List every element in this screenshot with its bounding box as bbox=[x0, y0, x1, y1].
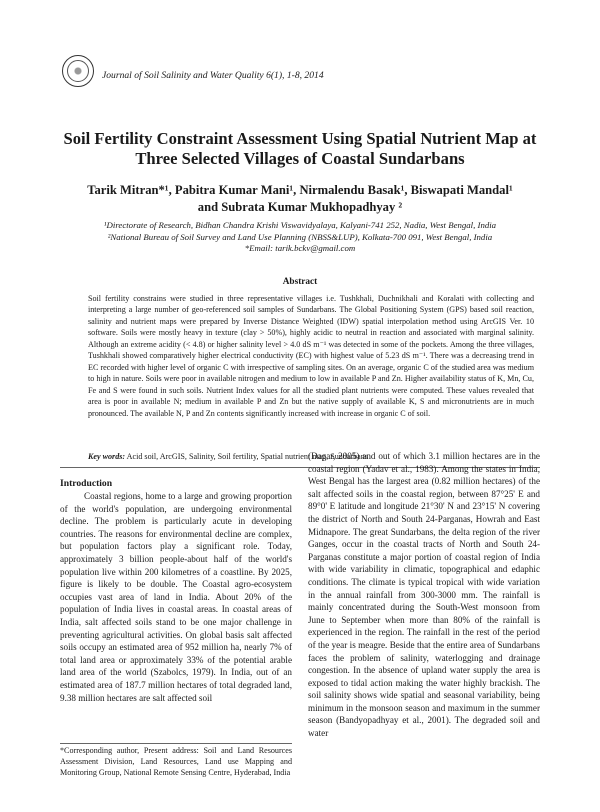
journal-logo-icon bbox=[62, 55, 94, 87]
keywords-text: Acid soil, ArcGIS, Salinity, Soil fertility, Spatial nutrient map, Sundarbans bbox=[125, 452, 368, 461]
abstract-text: Soil fertility constrains were studied in three representative villages i.e. Tushkhali, Duchnikhali and Koralati with collecting and interpreting a large number of geo-referenced soil samples of Sundarbans. The Global Positioning System (GPS) based soil reaction, salinity and nutrient maps were prepared by Inverse Distance Weighted (IDW) spatial interpolation method using ArcGIS Ver. 10 software. Soils were mostly heavy in texture (clay > 50%), highly acidic to neutral in reaction and associated with marginal salinity. Although an extreme acidity (< 4.8) or higher salinity level > 4.0 dS m⁻¹ was detected in some of the pockets. Among the three villages, Tushkhali showed comparatively higher electrical conductivity (EC) with highest value of 5.23 dS m⁻¹. There was a decreasing trend in EC recorded with higher level of organic C with irrespective of sampling sites. On an average, organic C of the studied area was medium to high in nature. Soils were poor in available nitrogen and medium to low in available P and Zn. Higher availability status of K, Mn, Cu, Fe and S were found in such soils. Nutrient Index values for all the studied plant nutrients were computed. These values revealed that area is poor in available N; medium in available P and Zn but the native supply of available K, S and micronutrients are in much pronounced. The available N, P and Zn contents significantly increased with increase in organic C of soil. bbox=[88, 294, 534, 418]
journal-citation: Journal of Soil Salinity and Water Quality 6(1), 1-8, 2014 bbox=[102, 70, 324, 81]
abstract-heading: Abstract bbox=[282, 277, 318, 287]
affiliation-2: ²National Bureau of Soil Survey and Land Use Planning (NBSS&LUP), Kolkata-700 091, West Bengal, India bbox=[107, 231, 493, 242]
keywords-label: Key words: bbox=[88, 452, 126, 461]
author-list bbox=[60, 182, 540, 216]
body-column-left bbox=[60, 490, 292, 704]
introduction-heading: Introduction bbox=[60, 478, 113, 489]
footnote-divider bbox=[60, 743, 292, 744]
author-line-1: Tarik Mitran*¹, Pabitra Kumar Mani¹, Nirmalendu Basak¹, Biswapati Mandal¹ bbox=[87, 183, 513, 197]
author-line-2: and Subrata Kumar Mukhopadhyay ² bbox=[197, 200, 403, 214]
intro-paragraph-2: (Dagar, 2005) and out of which 3.1 million hectares are in the coastal region (Yadav et al., 1983). Among the states in India, West Bengal has the largest area (0.82 million hectares) of the salt affected soils in the coastal region, between 87°25' E and 89°0' E latitude and longitude 21°30' N and 23°15' N covering the district of North and South 24-Parganas, Howrah and East Midnapore. The great Sundarbans, the delta region of the river Ganges, occur in the coastal tracts of North and South 24-Parganas constitute a major portion of coastal region of India with wide variability in climatic, topographical and edaphic conditions. The climate is typical tropical with wide variation in the annual rainfall from 300-3000 mm. The rainfall is mainly concentrated during the South-West monsoon from June to September when more than 80% of the rainfall is experienced in the region. The rainfall in the rest of the period of the year is meagre. Beside that the entire area of Sundarbans faces the problem of salinity, waterlogging and drainage congestion. In the absence of upland water supply the area is exposed to tidal action making the water highly brackish. The soil salinity shows wide spatial and seasonal variability, being minimum in the monsoon season and maximum in the summer season (Bandyopadhyay et al., 2001). The degraded soil and water bbox=[308, 451, 540, 739]
affiliations bbox=[60, 220, 540, 255]
intro-paragraph-1: Coastal regions, home to a large and growing proportion of the world's population, are undergoing environmental decline. The problem is particularly acute in developing countries. The reasons for environmental decline are complex, but population factors play a significant role. Today, approximately 3 billion people-about half of the world's population live within 200 kilometres of a coastline. By 2025, figure is likely to be double. The Coastal agro-ecosystem occupies vast area of land in India. About 20% of the population of India lives in coastal areas. In coastal areas of India, salt affected soils stand to be one major challenge in preventing agricultural activities. On global basis salt affected soils occupy an estimated area of 952 million ha, nearly 7% of total land area or approximately 33% of the potential arable land area of the world (Szabolcs, 1979). In India, out of an estimated area of 187.7 million hectares of total degraded land, 9.38 million hectares are salt affected soil bbox=[60, 491, 292, 703]
affiliation-1: ¹Directorate of Research, Bidhan Chandra Krishi Viswavidyalaya, Kalyani-741 252, Nadia, West Bengal, India bbox=[103, 220, 497, 230]
corresponding-email: *Email: tarik.bckv@gmail.com bbox=[244, 243, 356, 253]
footnote: *Corresponding author, Present address: Soil and Land Resources Assessment Division, Land Resources, Land use Mapping and Monitoring Group, National Remote Sensing Centre, Hyderabad, India bbox=[60, 746, 292, 777]
body-column-right bbox=[308, 450, 540, 740]
article-title: Soil Fertility Constraint Assessment Using Spatial Nutrient Map at Three Selected Villages of Coastal Sundarbans bbox=[63, 129, 537, 168]
